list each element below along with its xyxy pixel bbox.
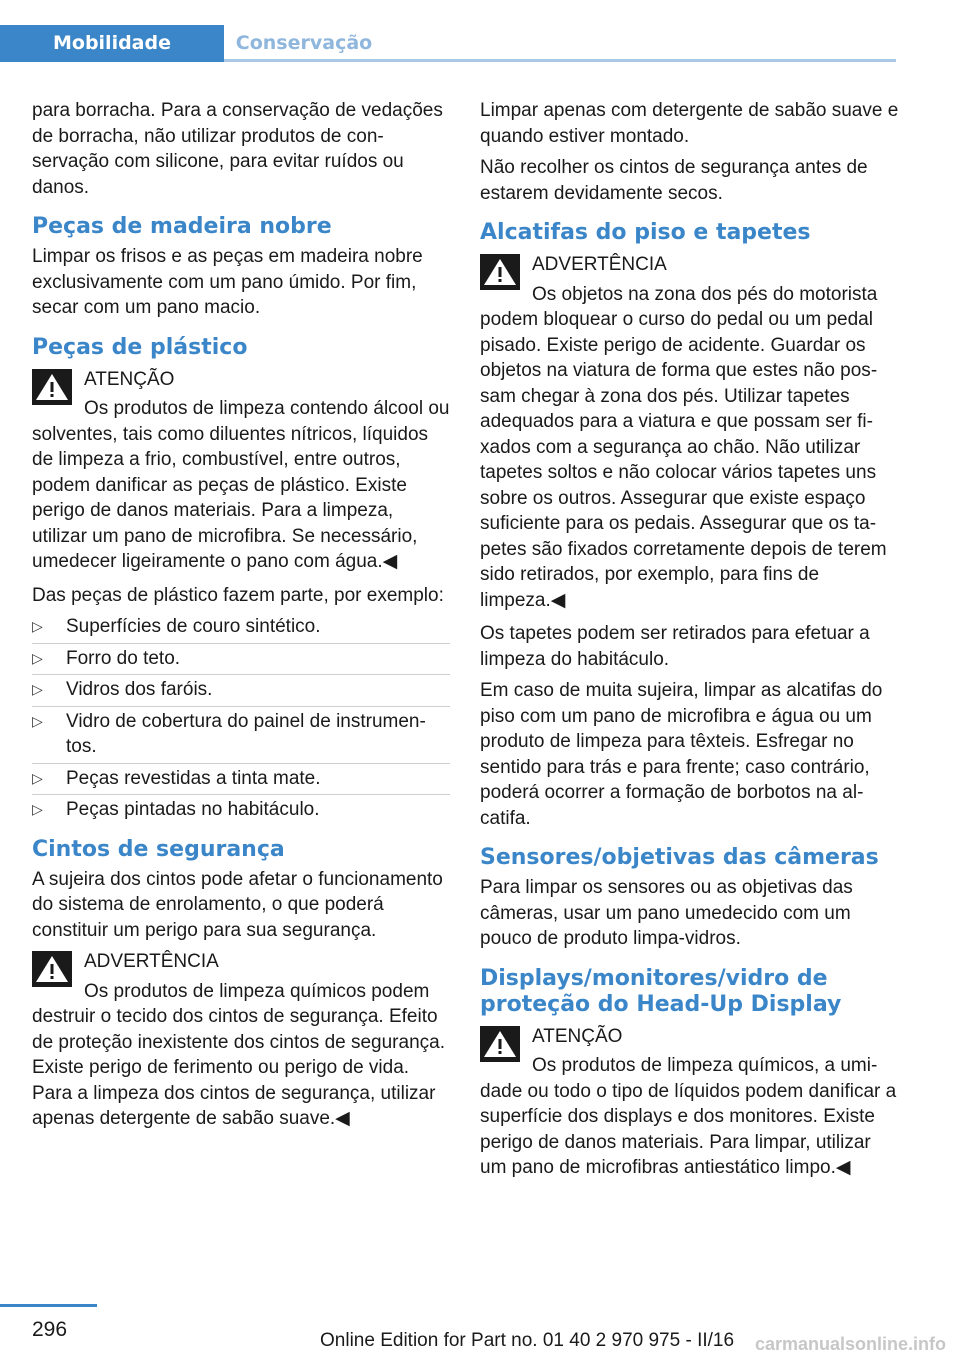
plastic-parts-list [32,614,450,823]
triangle-bullet-icon: ▷ [32,618,43,634]
paragraph: Limpar os frisos e as peças em madeira nobre exclusivamente com um pano úmido. Por fim, secar com um pano macio. [32,246,423,318]
right-column [480,98,900,1189]
warning-text: Os objetos na zona dos pés do motorista podem bloquear o curso do pedal ou um pedal pisado. Existe perigo de acidente. Guardar os objetos na viatura de forma que estes não possam chegar à zona dos pés. Utilizar tapetes adequados para a viatura e que possam ser fixados com a segurança ao chão. Não utilizar tapetes soltos e não colocar vários tapetes uns sobre os outros. Assegurar que existe espaço suficiente para os pedais. Assegurar que os tapetes são fixados corretamente depois de terem sido retirados, por exemplo, para fins de limpeza.◀ [480,283,887,611]
triangle-bullet-icon: ▷ [32,769,43,786]
section-heading-sensores: Sensores/objetivas das câmeras [480,845,879,870]
list-item [32,677,450,703]
paragraph: Em caso de muita sujeira, limpar as alcatifas do piso com um pano de microfibra e água ou um produto de limpeza para têxteis. Esfregar no sentido para trás e para frente; caso contrário, poderá ocorrer a formação de borbotos na alcatifa. [480,680,883,829]
warning-text: Os produtos de limpeza químicos, a umidade ou todo o tipo de líquidos podem danificar a superfície dos displays e dos monitores. Existe perigo de danos materiais. Para limpar, utilizar um pano de microfibras antiestático limpo.◀ [480,1055,897,1178]
section-heading-madeira: Peças de madeira nobre [32,214,332,239]
paragraph: para borracha. Para a conservação de vedações de borracha, não utilizar produtos de conservação com silicone, para evitar ruídos ou danos. [32,100,443,198]
list-item-text: Vidro de cobertura do painel de instrumentos. [66,710,426,757]
left-column [32,98,450,1140]
list-item-text: Forro do teto. [66,647,181,669]
triangle-bullet-icon: ▷ [32,649,43,666]
edition-text: Online Edition for Part no. 01 40 2 970 975 - II/16 [320,1330,735,1351]
warning-title: ATENÇÃO [84,368,175,390]
warning-box [32,949,450,1132]
watermark: carmanualsonline.info [754,1334,946,1354]
section-heading-alcatifas: Alcatifas do piso e tapetes [480,220,811,245]
section-heading-displays: Displays/monitores/vidro de proteção do Head-Up Display [480,965,842,1017]
paragraph: Das peças de plástico fazem parte, por exemplo: [32,584,444,606]
warning-icon [32,369,72,405]
footer-divider [0,1304,97,1307]
list-item-text: Peças revestidas a tinta mate. [66,767,321,789]
tab-mobilidade[interactable]: Mobilidade [0,25,224,62]
warning-icon [32,951,72,987]
page-number: 296 [32,1318,68,1341]
header [0,25,896,62]
warning-text: Os produtos de limpeza químicos podem destruir o tecido dos cintos de segurança. Efeito de proteção inexistente dos cintos de segurança. Existe perigo de ferimento ou perigo de vida. Para a limpeza dos cintos de segurança, utilizar apenas detergente de sabão suave.◀ [32,980,445,1129]
paragraph: Não recolher os cintos de segurança antes de estarem devidamente secos. [480,157,868,204]
paragraph: Para limpar os sensores ou as objetivas das câmeras, usar um pano umedecido com um pouco de produto limpa-vidros. [480,877,853,949]
warning-title: ADVERTÊNCIA [84,951,219,972]
list-item-text: Superfícies de couro sintético. [66,616,321,637]
triangle-bullet-icon: ▷ [32,681,43,697]
warning-box [480,252,900,613]
list-item [32,709,450,760]
list-item [32,766,450,792]
header-divider [224,59,896,62]
list-item [32,614,450,640]
section-heading-plastico: Peças de plástico [32,334,248,360]
paragraph: Limpar apenas com detergente de sabão suave e quando estiver montado. [480,100,899,147]
section-heading-cintos: Cintos de segurança [32,836,285,862]
warning-text: Os produtos de limpeza contendo álcool ou solventes, tais como diluentes nítricos, líquidos de limpeza a frio, combustível, entre outros, podem danificar as peças de plástico. Existe perigo de danos materiais. Para a limpeza, utilizar um pano de microfibra. Se necessário, umedecer ligeiramente o pano com água.◀ [32,398,450,572]
warning-icon [480,1026,520,1062]
list-item-text: Peças pintadas no habitáculo. [66,799,320,820]
tab-conservacao[interactable]: Conservação [235,32,373,54]
list-item [32,646,450,672]
warning-box [32,367,450,575]
list-item-text: Vidros dos faróis. [66,679,213,700]
triangle-bullet-icon: ▷ [32,801,43,817]
warning-icon [480,254,520,290]
warning-box [480,1024,900,1181]
list-item [32,797,450,823]
warning-title: ADVERTÊNCIA [532,254,667,275]
triangle-bullet-icon: ▷ [32,712,43,729]
paragraph: A sujeira dos cintos pode afetar o funcionamento do sistema de enrolamento, o que poderá constituir um perigo para sua segurança. [32,868,443,941]
warning-title: ATENÇÃO [532,1025,623,1047]
paragraph: Os tapetes podem ser retirados para efetuar a limpeza do habitáculo. [480,623,870,670]
